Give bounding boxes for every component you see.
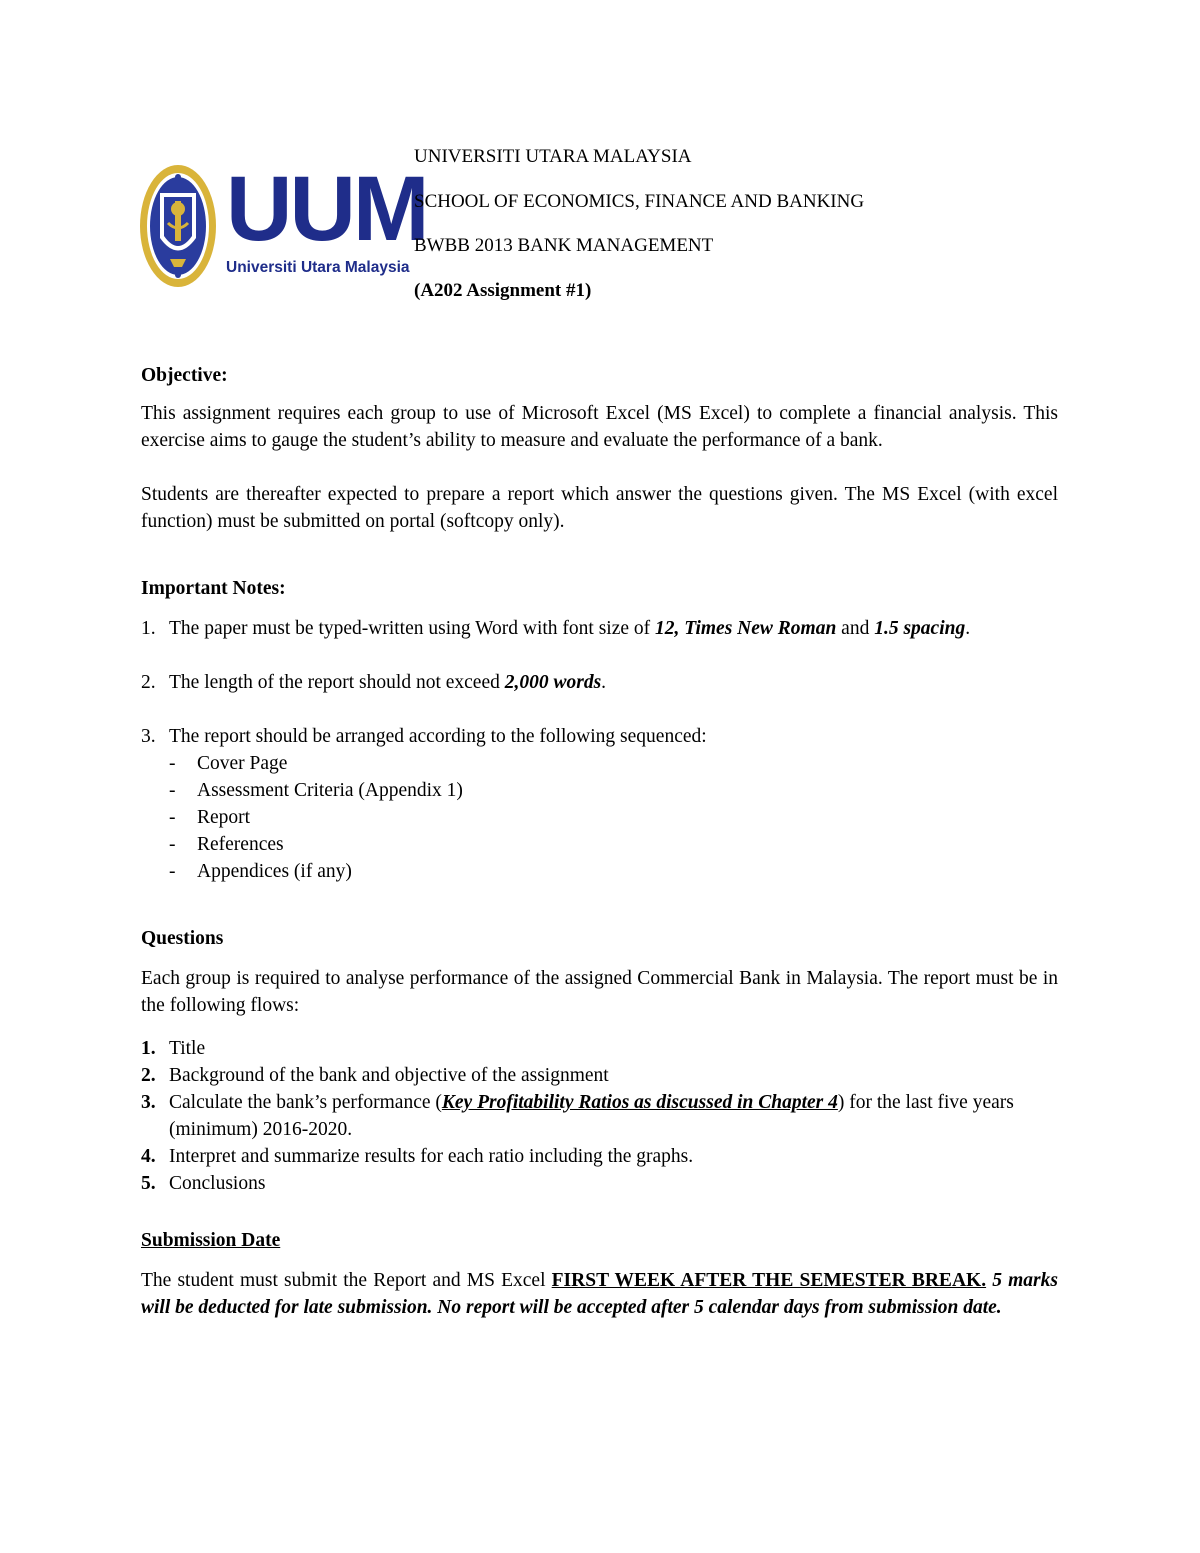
notes-item-text: The report should be arranged according to the following sequenced: <box>169 726 707 747</box>
dash-marker: - <box>169 780 176 801</box>
sequence-text: References <box>197 834 284 855</box>
objective-heading: Objective: <box>141 365 228 386</box>
assignment-title: (A202 Assignment #1) <box>414 279 592 301</box>
questions-list <box>141 1035 1058 1197</box>
sequence-text: Assessment Criteria (Appendix 1) <box>197 780 463 801</box>
logo-wordmark-block <box>226 158 427 293</box>
question-number: 2. <box>141 1065 156 1086</box>
notes-item-text: The length of the report should not exceed <box>169 672 505 693</box>
question-text: Background of the bank and objective of the assignment <box>169 1065 609 1086</box>
questions-intro: Each group is required to analyse performance of the assigned Commercial Bank in Malaysia. The report must be in the following flows: <box>141 968 1058 1016</box>
question-number: 3. <box>141 1092 156 1113</box>
question-number: 4. <box>141 1146 156 1167</box>
question-item-4 <box>141 1143 1058 1170</box>
notes-item-2 <box>141 669 1058 696</box>
notes-item-end: . <box>965 618 971 639</box>
report-sequence-item <box>141 858 1058 885</box>
university-seal-icon <box>138 163 218 293</box>
question-text: Title <box>169 1038 206 1059</box>
key-ratios-reference: Key Profitability Ratios as discussed in Chapter 4 <box>441 1092 838 1113</box>
notes-item-number: 2. <box>141 672 156 693</box>
submission-paragraph <box>141 1267 1058 1321</box>
questions-heading: Questions <box>141 928 224 949</box>
course-name: BWBB 2013 BANK MANAGEMENT <box>414 235 714 256</box>
school-name: SCHOOL OF ECONOMICS, FINANCE AND BANKING <box>414 190 865 212</box>
sequence-text: Report <box>197 807 251 828</box>
question-number: 5. <box>141 1173 156 1194</box>
question-text: Calculate the bank’s performance ( <box>169 1092 442 1113</box>
sequence-text: Appendices (if any) <box>197 861 352 882</box>
notes-item-text: and <box>836 618 875 639</box>
submission-deadline: FIRST WEEK AFTER THE SEMESTER BREAK. <box>551 1270 987 1291</box>
dash-marker: - <box>169 834 176 855</box>
word-limit-value: 2,000 words <box>504 672 602 693</box>
notes-heading: Important Notes: <box>141 578 286 599</box>
objective-paragraph-1: This assignment requires each group to use of Microsoft Excel (MS Excel) to complete a financial analysis. This exercise aims to gauge the student’s ability to measure and evaluate the performance of a bank. <box>141 403 1058 451</box>
question-item-1 <box>141 1035 1058 1062</box>
question-text: ) for the last five years (minimum) 2016-2020. <box>169 1092 1014 1140</box>
submission-text: The student must submit the Report and MS Excel <box>141 1270 552 1291</box>
notes-item-number: 3. <box>141 726 156 747</box>
sequence-text: Cover Page <box>197 753 288 774</box>
document-body <box>141 362 1058 1321</box>
font-name-value: Times New Roman <box>684 618 837 639</box>
question-item-2 <box>141 1062 1058 1089</box>
question-text: Conclusions <box>169 1173 266 1194</box>
question-item-3 <box>141 1089 1058 1143</box>
dash-marker: - <box>169 861 176 882</box>
question-item-5 <box>141 1170 1058 1197</box>
notes-item-3 <box>141 723 1058 750</box>
spacing-value: 1.5 spacing <box>874 618 966 639</box>
dash-marker: - <box>169 807 176 828</box>
notes-item-number: 1. <box>141 618 156 639</box>
report-sequence-item <box>141 777 1058 804</box>
font-size-value: 12 <box>655 618 675 639</box>
university-name: UNIVERSITI UTARA MALAYSIA <box>414 146 692 167</box>
uum-logo <box>138 158 427 293</box>
question-text: Interpret and summarize results for each ratio including the graphs. <box>169 1146 694 1167</box>
submission-heading: Submission Date <box>141 1230 281 1251</box>
report-sequence-item <box>141 804 1058 831</box>
question-number: 1. <box>141 1038 156 1059</box>
document-header <box>414 143 1094 321</box>
notes-list <box>141 615 1058 885</box>
notes-item-end: . <box>601 672 607 693</box>
logo-wordmark: UUM <box>226 158 427 260</box>
separator: , <box>674 618 685 639</box>
late-penalty-text: 5 marks will be deducted for late submission. No report will be accepted after 5 calendar days from submission date. <box>141 1270 1058 1318</box>
report-sequence-item <box>141 750 1058 777</box>
notes-item-text: The paper must be typed-written using Word with font size of <box>169 618 656 639</box>
logo-subtitle: Universiti Utara Malaysia <box>226 259 410 276</box>
report-sequence-item <box>141 831 1058 858</box>
objective-paragraph-2: Students are thereafter expected to prepare a report which answer the questions given. The MS Excel (with excel function) must be submitted on portal (softcopy only). <box>141 484 1058 532</box>
dash-marker: - <box>169 753 176 774</box>
notes-item-1 <box>141 615 1058 642</box>
